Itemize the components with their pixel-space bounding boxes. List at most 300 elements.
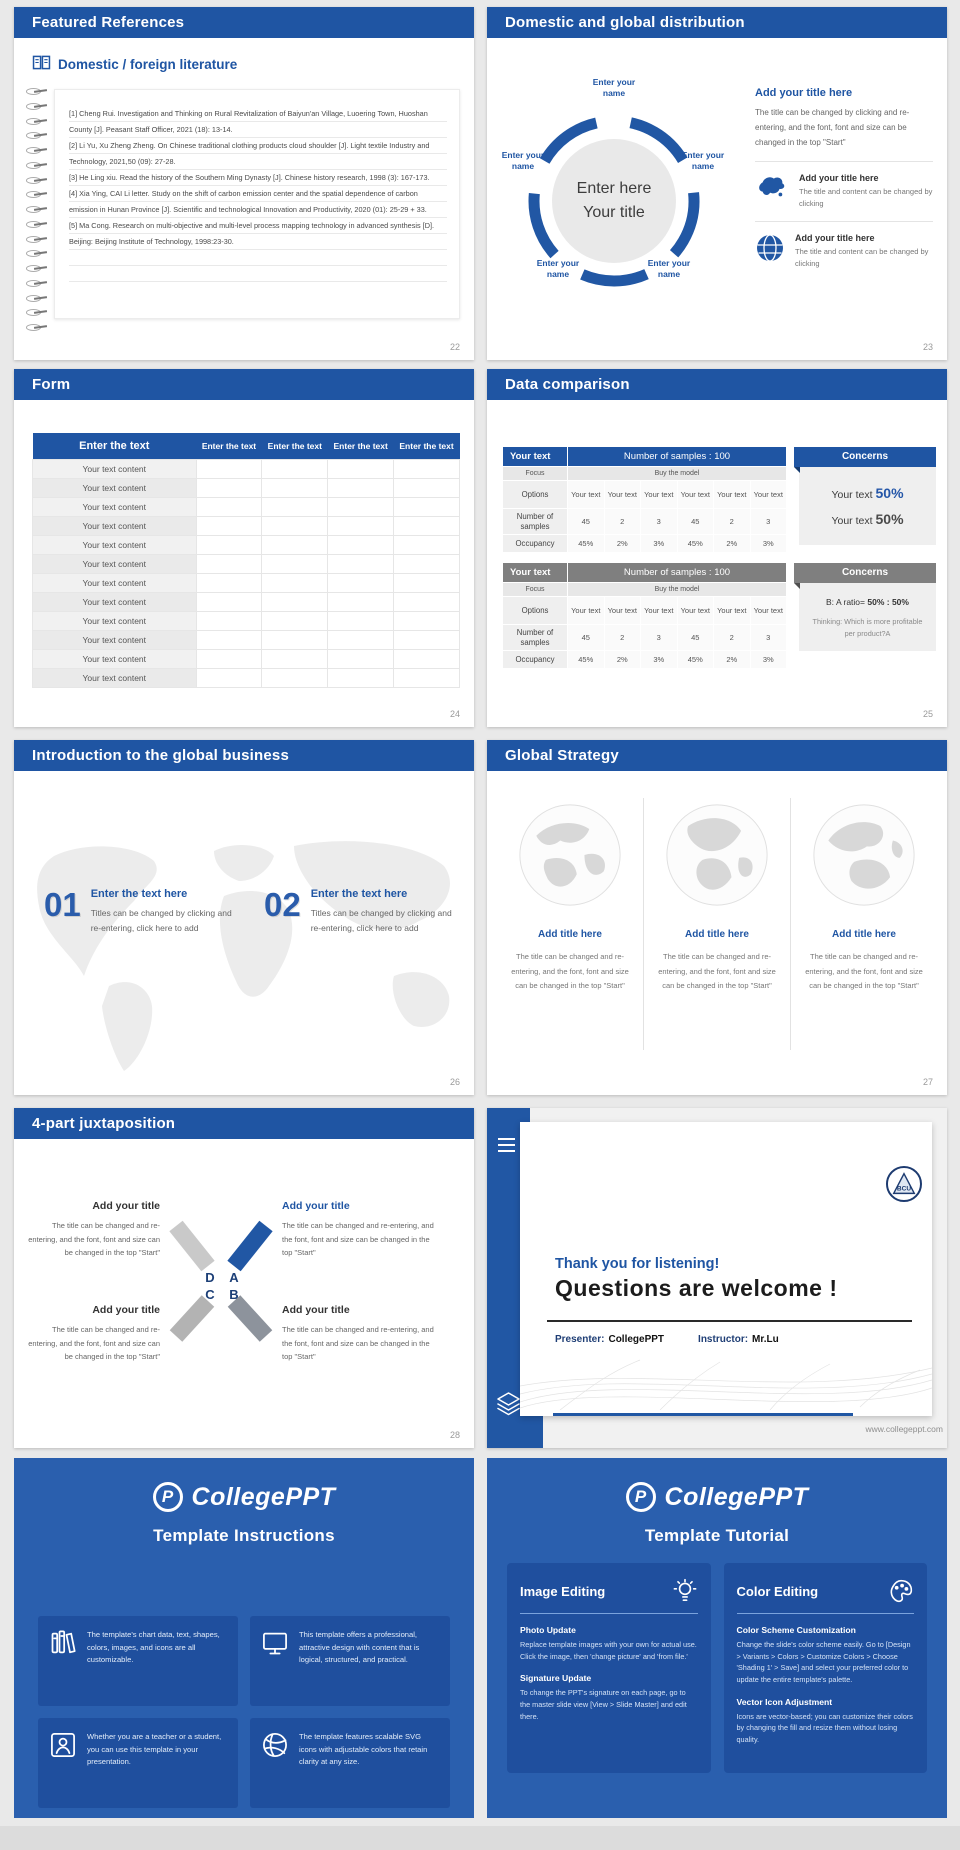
- slide-24-form: [14, 369, 474, 727]
- slide-25-data-comparison: [487, 369, 947, 727]
- cycle-diagram: [494, 65, 734, 315]
- column-header: Enter the text: [196, 433, 262, 459]
- empty-cell: [394, 497, 460, 516]
- empty-cell: [262, 554, 328, 573]
- page-number: 22: [449, 342, 460, 352]
- section-body: Change the slide's color scheme easily. Go to [Design > Variants > Colors > Customize Colors > Choose 'Shading 1' > Save] and select your preferred color to update the entire template's palette.: [736, 1640, 911, 1685]
- table-row: [33, 459, 460, 478]
- empty-cell: [394, 611, 460, 630]
- credits-line: [555, 1334, 779, 1345]
- empty-cell: [328, 516, 394, 535]
- table-row: [33, 554, 460, 573]
- value-cell: 3: [641, 625, 677, 650]
- tile-text: The template features scalable SVG icons with adjustable colors that retain clarity at any size.: [299, 1732, 428, 1767]
- value-cell: 45: [568, 509, 604, 534]
- value-cell: 3%: [751, 535, 787, 552]
- slide-22-featured-references: [14, 7, 474, 360]
- concerns-title: Concerns: [794, 447, 936, 467]
- section-heading: Color Scheme Customization: [736, 1625, 856, 1635]
- divider: [737, 1613, 915, 1614]
- thinking-line: Thinking: Which is more profitable per product?A: [812, 617, 923, 638]
- slide-title: Introduction to the global business: [32, 747, 289, 764]
- comparison-table-gray: [503, 563, 786, 668]
- numbered-item: [264, 888, 463, 936]
- value-cell: 3%: [641, 535, 677, 552]
- slide-title-bar: [14, 369, 474, 400]
- page-number: 25: [922, 709, 933, 719]
- instructor: [698, 1334, 779, 1345]
- concerns-body: [799, 467, 936, 545]
- section-heading: Signature Update: [520, 1673, 592, 1684]
- buy-model-cell: Buy the model: [568, 467, 786, 480]
- slide-title: 4-part juxtaposition: [32, 1115, 176, 1132]
- tile-text: This template offers a professional, attractive design with content that is logical, structured, and practical.: [299, 1630, 420, 1665]
- card-title: Color Editing: [736, 1583, 819, 1599]
- panel-template-tutorial: [487, 1458, 947, 1818]
- option-cell: Your text: [714, 597, 750, 624]
- svg-text:BCU: BCU: [896, 1185, 912, 1193]
- value-cell: 2%: [605, 535, 641, 552]
- person-card-icon: [49, 1731, 77, 1759]
- tutorial-cards: [507, 1563, 927, 1773]
- column-header: Enter the text: [394, 433, 460, 459]
- quadrant-top-left: [28, 1200, 160, 1260]
- option-cell: Your text: [714, 481, 750, 508]
- table-label: Your text: [503, 447, 567, 466]
- concerns-box-blue: [799, 447, 936, 545]
- empty-cell: [328, 592, 394, 611]
- reference-item: [3] He Ling xiu. Read the history of the Southern Ming Dynasty [J]. Chinese history research, 1998 (3): 167-173.: [69, 173, 430, 182]
- option-cell: Your text: [751, 481, 787, 508]
- slide-title-bar: [487, 369, 947, 400]
- brand-name: CollegePPT: [664, 1482, 809, 1511]
- tile-text: The template's chart data, text, shapes, colors, images, and icons are all customizable.: [87, 1630, 220, 1665]
- item-heading: Add your title here: [795, 233, 875, 244]
- globe-illustration: [811, 802, 917, 908]
- table-row: [33, 573, 460, 592]
- empty-cell: [262, 649, 328, 668]
- empty-cell: [196, 535, 262, 554]
- empty-cell: [196, 668, 262, 687]
- slide-title: Featured References: [32, 14, 185, 31]
- thanks-line1: Thank you for listening!: [555, 1256, 720, 1272]
- empty-cell: [328, 535, 394, 554]
- cycle-center-line1: Enter here: [576, 180, 652, 197]
- china-map-icon: [755, 173, 789, 206]
- value-cell: 2: [605, 509, 641, 534]
- empty-cell: [328, 649, 394, 668]
- wireframe-mesh-graphic: [520, 1352, 932, 1410]
- quadrant-body: The title can be changed and re-entering, and the font, font and size can be changed in the top "Start": [282, 1221, 434, 1257]
- divider: [755, 161, 933, 162]
- letter-d: D: [205, 1270, 215, 1285]
- lightbulb-icon: [672, 1578, 698, 1604]
- empty-cell: [328, 668, 394, 687]
- row-label: Occupancy: [503, 535, 567, 552]
- empty-cell: [262, 630, 328, 649]
- block-heading: Add your title here: [755, 87, 853, 99]
- presenter-value: CollegePPT: [608, 1334, 665, 1345]
- empty-cell: [196, 459, 262, 478]
- empty-cell: [394, 478, 460, 497]
- references-card: [54, 89, 460, 319]
- column-body: The title can be changed and re-entering, and the font, font and size can be changed in the top "Start": [658, 952, 776, 991]
- item-body: The title and content can be changed by clicking: [799, 187, 933, 209]
- quadrant-body: The title can be changed and re-entering, and the font, font and size can be changed in the top "Start": [282, 1325, 434, 1361]
- row-label-cell: Your text content: [33, 668, 197, 687]
- column-heading: Add title here: [685, 929, 749, 940]
- instructor-label: Instructor:: [698, 1334, 749, 1345]
- list-item: [755, 233, 933, 270]
- empty-cell: [394, 573, 460, 592]
- concern-row: [807, 481, 928, 507]
- item-heading: Enter the text here: [310, 888, 408, 900]
- table-header: Number of samples : 100: [568, 447, 786, 466]
- value-cell: 3: [641, 509, 677, 534]
- empty-cell: [196, 649, 262, 668]
- empty-cell: [394, 554, 460, 573]
- cycle-label: Enter your name: [681, 150, 725, 172]
- value-cell: 2%: [605, 651, 641, 668]
- book-icon: [32, 55, 51, 73]
- option-cell: Your text: [568, 481, 604, 508]
- empty-cell: [328, 478, 394, 497]
- value-cell: 45%: [568, 651, 604, 668]
- quadrant-bottom-left: [28, 1304, 160, 1364]
- hamburger-menu-icon: [498, 1138, 515, 1156]
- presenter-label: Presenter:: [555, 1334, 605, 1345]
- table-label: Your text: [503, 563, 567, 582]
- slide-28-juxtaposition: [14, 1108, 474, 1448]
- palette-icon: [888, 1578, 914, 1604]
- card-title: Image Editing: [520, 1583, 606, 1599]
- divider-rule: [547, 1320, 912, 1322]
- slide-title-bar: [14, 1108, 474, 1139]
- row-label-cell: Your text content: [33, 554, 197, 573]
- brand-logo: [14, 1482, 474, 1512]
- empty-cell: [196, 516, 262, 535]
- empty-cell: [328, 554, 394, 573]
- empty-cell: [394, 649, 460, 668]
- instruction-tiles: [38, 1616, 450, 1808]
- ratio-value: 50% : 50%: [867, 597, 909, 607]
- column-heading: Add title here: [832, 929, 896, 940]
- reference-item: [5] Ma Cong. Research on multi-objective and multi-level process mapping technology in advanced synthesis [D]. Beijing: Beijing Institute of Technology, 1998:23-30.: [69, 221, 435, 246]
- value-cell: 3: [751, 509, 787, 534]
- row-label-cell: Your text content: [33, 630, 197, 649]
- concerns-title: Concerns: [794, 563, 936, 583]
- value-cell: 3%: [751, 651, 787, 668]
- quadrant-body: The title can be changed and re-entering, and the font, font and size can be changed in the top "Start": [28, 1221, 160, 1257]
- section-body: To change the PPT's signature on each page, go to the master slide view [View > Slide Master] and edit there.: [520, 1688, 687, 1721]
- empty-cell: [262, 611, 328, 630]
- empty-cell: [394, 535, 460, 554]
- list-item: [755, 173, 933, 210]
- page-number: 26: [449, 1077, 460, 1087]
- value-cell: 2%: [714, 535, 750, 552]
- empty-cell: [262, 592, 328, 611]
- empty-cell: [328, 611, 394, 630]
- row-label: Options: [503, 597, 567, 624]
- cycle-label: Enter your name: [592, 77, 636, 99]
- value-cell: 2: [714, 625, 750, 650]
- row-label-cell: Your text content: [33, 535, 197, 554]
- empty-cell: [394, 592, 460, 611]
- empty-cell: [196, 611, 262, 630]
- quadrant-heading: Add your title: [282, 1304, 350, 1316]
- comparison-table-blue: [503, 447, 786, 552]
- empty-cell: [328, 630, 394, 649]
- value-cell: 3%: [641, 651, 677, 668]
- letter-b: B: [229, 1287, 239, 1302]
- slide-title: Domestic and global distribution: [505, 14, 745, 31]
- empty-cell: [196, 497, 262, 516]
- table-row: [33, 668, 460, 687]
- slide-title-bar: [487, 7, 947, 38]
- option-cell: Your text: [641, 481, 677, 508]
- value-cell: 2%: [714, 651, 750, 668]
- quadrant-heading: Add your title: [282, 1200, 350, 1212]
- cycle-label: Enter your name: [501, 150, 545, 172]
- spiral-binding: [26, 87, 50, 331]
- reference-list: [69, 106, 447, 250]
- empty-cell: [394, 516, 460, 535]
- monitor-icon: [261, 1629, 289, 1657]
- row-label: Number of samples: [503, 509, 567, 534]
- brand-name: CollegePPT: [191, 1482, 336, 1511]
- table-row: [33, 630, 460, 649]
- section-heading: [32, 55, 237, 73]
- value-cell: 45: [568, 625, 604, 650]
- slide-title: Data comparison: [505, 376, 630, 393]
- strategy-columns: [497, 798, 937, 1050]
- section-heading-label: Domestic / foreign literature: [58, 56, 238, 72]
- column-heading: Add title here: [538, 929, 602, 940]
- university-logo: [886, 1166, 922, 1202]
- row-label: Options: [503, 481, 567, 508]
- row-label-cell: Your text content: [33, 516, 197, 535]
- empty-cell: [328, 497, 394, 516]
- section-body: Replace template images with your own for actual use. Click the image, then 'change picture' and 'from file.': [520, 1640, 697, 1661]
- slide-27-global-strategy: [487, 740, 947, 1095]
- option-cell: Your text: [641, 597, 677, 624]
- option-cell: Your text: [678, 597, 714, 624]
- empty-cell: [262, 516, 328, 535]
- website-url: www.collegeppt.com: [865, 1424, 943, 1434]
- table-row: [33, 611, 460, 630]
- thank-you-card: [520, 1122, 932, 1416]
- empty-cell: [394, 459, 460, 478]
- footer-strip: [0, 1826, 960, 1850]
- books-icon: [49, 1629, 77, 1657]
- table-header-row: [33, 433, 460, 459]
- accent-underline-bar: [553, 1413, 853, 1416]
- thanks-line2: Questions are welcome !: [555, 1275, 838, 1301]
- column-header: Enter the text: [33, 433, 197, 459]
- slide-thank-you: [487, 1108, 947, 1448]
- empty-cell: [262, 573, 328, 592]
- section-body: Icons are vector-based; you can customize their colors by changing the fill and resize them without losing quality.: [736, 1711, 913, 1745]
- empty-cell: [262, 478, 328, 497]
- table-row: [33, 478, 460, 497]
- page-number: 24: [449, 709, 460, 719]
- panel-heading: Template Instructions: [153, 1526, 335, 1545]
- table-row: [33, 497, 460, 516]
- x-ribbon-graphic: [166, 1206, 276, 1346]
- scalable-ball-icon: [261, 1731, 289, 1759]
- empty-cell: [262, 497, 328, 516]
- row-label: Number of samples: [503, 625, 567, 650]
- column-header: Enter the text: [328, 433, 394, 459]
- focus-cell: Focus: [503, 583, 567, 596]
- strategy-column: [790, 798, 937, 1050]
- reference-item: [4] Xia Ying, CAI Li letter. Study on the shift of carbon emission center and the spatial dependence of carbon emission in Hunan Province [J]. Scientific and technological Innovation and Productivity, 2020 (01): 25-29 + 33.: [69, 189, 427, 214]
- column-body: The title can be changed and re-entering, and the font, font and size can be changed in the top "Start": [511, 952, 629, 991]
- row-label-cell: Your text content: [33, 497, 197, 516]
- empty-cell: [262, 459, 328, 478]
- tutorial-card-color-editing: [724, 1563, 928, 1773]
- option-cell: Your text: [751, 597, 787, 624]
- tutorial-card-image-editing: [507, 1563, 711, 1773]
- empty-cell: [394, 630, 460, 649]
- cycle-center-text: [577, 177, 652, 225]
- globe-illustration: [517, 802, 623, 908]
- strategy-column: [643, 798, 790, 1050]
- ratio-label: B: A ratio=: [826, 597, 866, 607]
- value-cell: 2: [605, 625, 641, 650]
- slide-title: Global Strategy: [505, 747, 619, 764]
- table-row: [33, 535, 460, 554]
- column-header: Enter the text: [262, 433, 328, 459]
- item-heading: Enter the text here: [90, 888, 188, 900]
- value-cell: 45%: [678, 651, 714, 668]
- row-label-cell: Your text content: [33, 611, 197, 630]
- globe-icon: [755, 233, 785, 268]
- instruction-tile: [38, 1718, 238, 1808]
- table-row: [33, 592, 460, 611]
- quadrant-heading: Add your title: [92, 1304, 160, 1316]
- value-cell: 45: [678, 509, 714, 534]
- empty-cell: [196, 478, 262, 497]
- option-cell: Your text: [568, 597, 604, 624]
- brand-p-icon: P: [626, 1482, 656, 1512]
- concern-label: Your text: [831, 489, 873, 501]
- row-label-cell: Your text content: [33, 649, 197, 668]
- option-cell: Your text: [605, 597, 641, 624]
- cycle-label: Enter your name: [536, 258, 580, 280]
- cycle-center-line2: Your title: [583, 204, 645, 221]
- globe-illustration: [664, 802, 770, 908]
- slide-title-bar: [14, 7, 474, 38]
- item-body: Titles can be changed by clicking and re-entering, click here to add: [90, 908, 232, 933]
- reference-item: [2] Li Yu, Xu Zheng Zheng. On Chinese traditional clothing products cloud shoulder [J]. Light textile Industry and Technology, 2021,50 (09): 27-28.: [69, 141, 430, 166]
- presenter: [555, 1334, 664, 1345]
- value-cell: 45: [678, 625, 714, 650]
- table-header: Number of samples : 100: [568, 563, 786, 582]
- numbered-item: [44, 888, 243, 936]
- empty-cell: [328, 573, 394, 592]
- concerns-box-gray: [799, 563, 936, 651]
- divider: [520, 1613, 698, 1614]
- empty-cell: [328, 459, 394, 478]
- concern-label: Your text: [831, 515, 873, 527]
- empty-cell: [196, 592, 262, 611]
- slide-title: Form: [32, 376, 71, 393]
- row-label: Occupancy: [503, 651, 567, 668]
- focus-cell: Focus: [503, 467, 567, 480]
- section-heading: Vector Icon Adjustment: [736, 1696, 833, 1707]
- quadrant-top-right: [282, 1200, 438, 1260]
- value-cell: 3: [751, 625, 787, 650]
- form-table: [32, 433, 460, 688]
- row-label-cell: Your text content: [33, 478, 197, 497]
- reference-item: [1] Cheng Rui. Investigation and Thinking on Rural Revitalization of Baiyun'an Village, Luoering Town, Huoshan County [J]. Peasant Staff Officer, 2021 (18): 13-14.: [69, 109, 428, 134]
- brand-logo: [487, 1482, 947, 1512]
- quadrant-bottom-right: [282, 1304, 438, 1364]
- empty-cell: [196, 554, 262, 573]
- slide-26-global-business: [14, 740, 474, 1095]
- item-heading: Add your title here: [799, 173, 879, 184]
- section-heading: Photo Update: [520, 1625, 576, 1635]
- divider: [755, 221, 933, 222]
- page-number: 28: [449, 1430, 460, 1440]
- panel-template-instructions: [14, 1458, 474, 1818]
- row-label-cell: Your text content: [33, 459, 197, 478]
- tile-text: Whether you are a teacher or a student, you can use this template in your presentation.: [87, 1732, 222, 1767]
- instructor-value: Mr.Lu: [752, 1334, 779, 1345]
- letter-c: C: [205, 1287, 215, 1302]
- block-body: The title can be changed by clicking and re-entering, and the font, font and size can be changed in the top "Start": [755, 108, 910, 147]
- concern-value: 50%: [875, 485, 904, 501]
- table-row: [33, 649, 460, 668]
- item-body: The title and content can be changed by clicking: [795, 247, 929, 269]
- value-cell: 45%: [568, 535, 604, 552]
- concern-row: [807, 507, 928, 533]
- quadrant-heading: Add your title: [92, 1200, 160, 1212]
- cycle-label: Enter your name: [647, 258, 691, 280]
- slide-23-distribution: [487, 7, 947, 360]
- empty-cell: [262, 668, 328, 687]
- item-body: Titles can be changed by clicking and re-entering, click here to add: [310, 908, 452, 933]
- page-number: 23: [922, 342, 933, 352]
- slide-title-bar: [487, 740, 947, 771]
- ruled-lines: [69, 250, 447, 282]
- empty-cell: [196, 630, 262, 649]
- instruction-tile: [250, 1718, 450, 1808]
- item-number: 01: [44, 886, 81, 923]
- sidebar-foot-block: [517, 1416, 543, 1448]
- row-label-cell: Your text content: [33, 573, 197, 592]
- option-cell: Your text: [678, 481, 714, 508]
- buy-model-cell: Buy the model: [568, 583, 786, 596]
- slide-title-bar: [14, 740, 474, 771]
- value-cell: 2: [714, 509, 750, 534]
- quadrant-body: The title can be changed and re-entering, and the font, font and size can be changed in the top "Start": [28, 1325, 160, 1361]
- page-number: 27: [922, 1077, 933, 1087]
- concern-value: 50%: [875, 511, 904, 527]
- empty-cell: [196, 573, 262, 592]
- strategy-column: [497, 798, 643, 1050]
- panel-heading: Template Tutorial: [644, 1526, 790, 1545]
- instruction-tile: [250, 1616, 450, 1706]
- brand-p-icon: P: [153, 1482, 183, 1512]
- row-label-cell: Your text content: [33, 592, 197, 611]
- item-number: 02: [264, 886, 301, 923]
- ratio-line: [807, 597, 928, 607]
- empty-cell: [262, 535, 328, 554]
- empty-cell: [394, 668, 460, 687]
- column-body: The title can be changed and re-entering, and the font, font and size can be changed in the top "Start": [805, 952, 923, 991]
